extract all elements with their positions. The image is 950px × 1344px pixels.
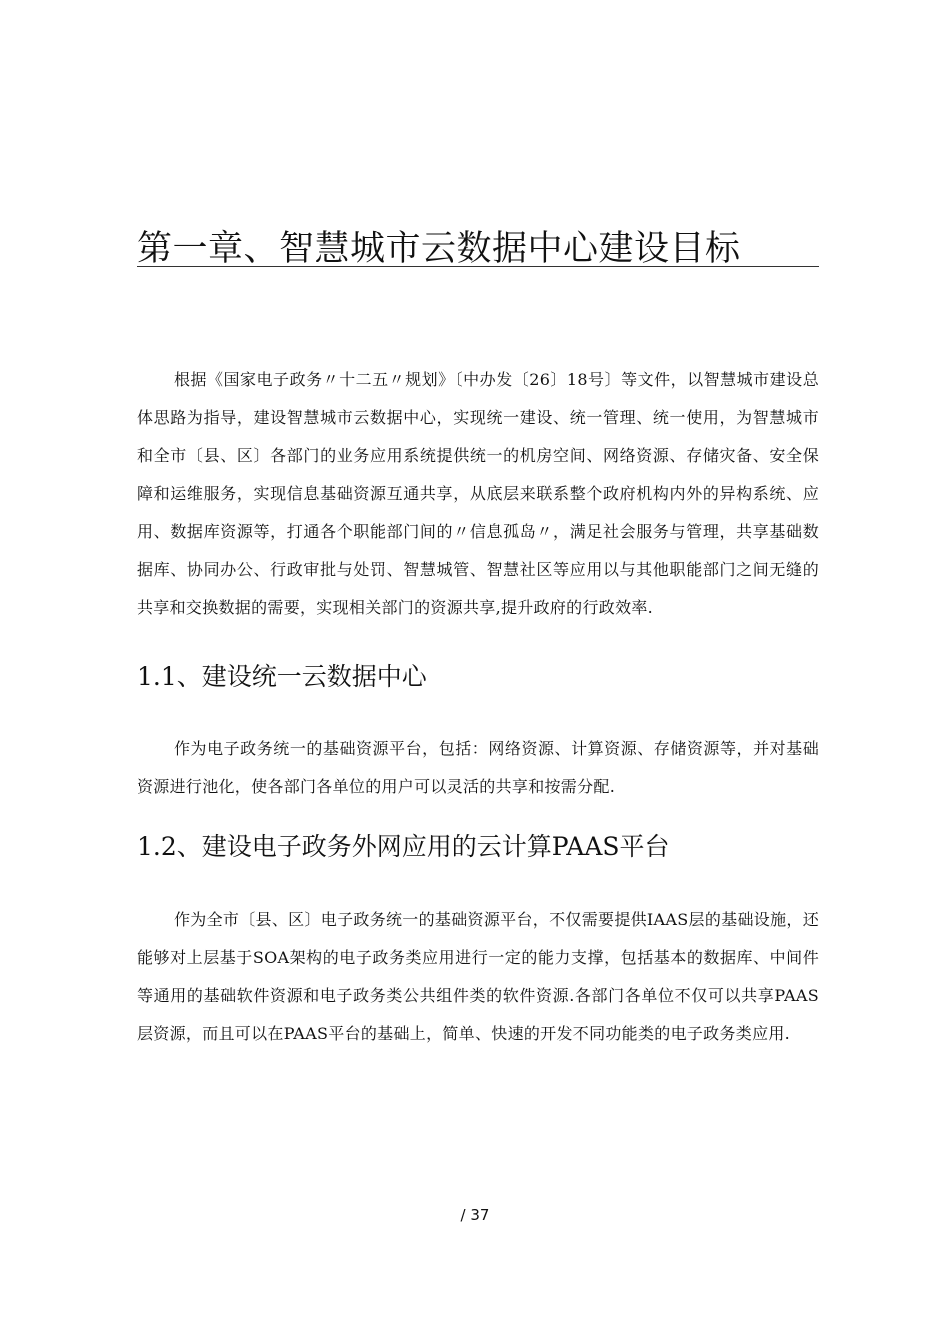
page-number: / 37 [460,1206,490,1224]
section-body-1-1: 作为电子政务统一的基础资源平台，包括：网络资源、计算资源、存储资源等，并对基础资源进行池化，使各部门各单位的用户可以灵活的共享和按需分配. [137,739,819,796]
section-body-1-2: 作为全市〔县、区〕电子政务统一的基础资源平台，不仅需要提供IAAS层的基础设施，还能够对上层基于SOA架构的电子政务类应用进行一定的能力支撑，包括基本的数据库、中间件等通用的基础软件资源和电子政务类公共组件类的软件资源.各部门各单位不仅可以共享PAAS层资源，而且可以在PAAS平台的基础上，简单、快速的开发不同功能类的电子政务类应用. [137,910,819,1043]
title-underline [137,266,819,267]
section-heading-1-1: 1.1、建设统一云数据中心 [137,662,427,691]
section-heading-1-2: 1.2、建设电子政务外网应用的云计算PAAS平台 [137,832,670,861]
chapter-title: 第一章、智慧城市云数据中心建设目标 [137,229,741,269]
intro-paragraph: 根据《国家电子政务〃十二五〃规划》〔中办发〔26〕18号〕等文件，以智慧城市建设总体思路为指导，建设智慧城市云数据中心，实现统一建设、统一管理、统一使用，为智慧城市和全市〔县、区〕各部门的业务应用系统提供统一的机房空间、网络资源、存储灾备、安全保障和运维服务，实现信息基础资源互通共享，从底层来联系整个政府机构内外的异构系统、应用、数据库资源等，打通各个职能部门间的〃信息孤岛〃，满足社会服务与管理，共享基础数据库、协同办公、行政审批与处罚、智慧城管、智慧社区等应用以与其他职能部门之间无缝的共享和交换数据的需要，实现相关部门的资源共享,提升政府的行政效率. [137,370,819,617]
